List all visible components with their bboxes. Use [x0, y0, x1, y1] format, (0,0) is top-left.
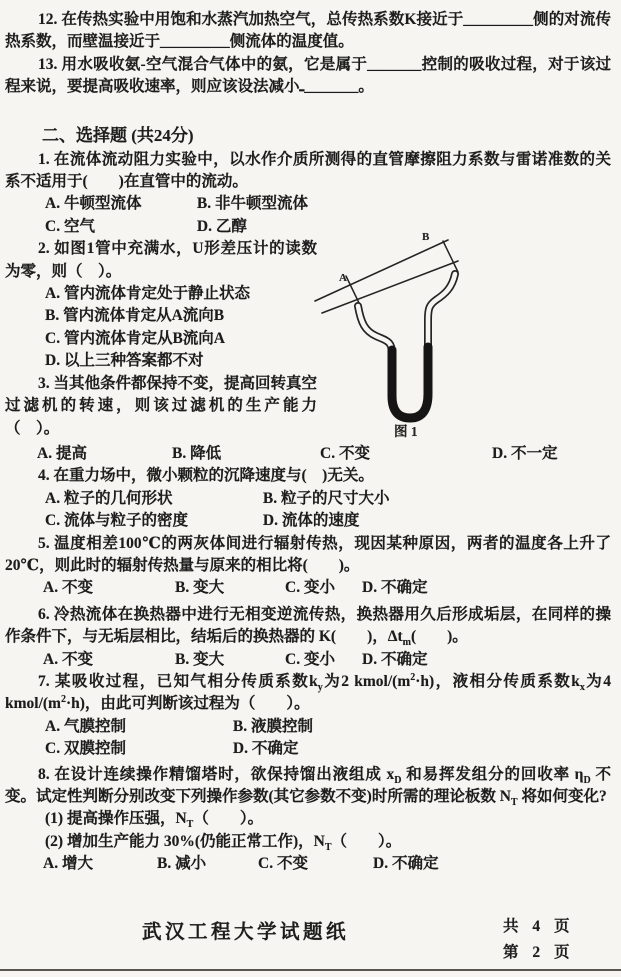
option-b: B. 变大	[175, 650, 225, 668]
page-footer	[0, 912, 621, 974]
left-tube-outline	[358, 306, 392, 359]
option-c: C. 变小	[285, 579, 335, 597]
question-1-options-row-1	[5, 193, 611, 215]
pipe-wall-upper-line	[315, 240, 448, 301]
question-2-option-c: C. 管内流体肯定从B流向A	[45, 329, 225, 347]
section-title: 二、选择题 (共24分)	[42, 125, 194, 145]
fill-question-12: 12. 在传热实验中用饱和水蒸汽加热空气，总传热系数K接近于_________侧的对流传热系数，而壁温接近于_________侧流体的温度值。	[5, 11, 611, 51]
option-b: B. 减小	[157, 855, 207, 873]
figure-caption: 图 1	[394, 424, 418, 439]
footer-school-name: 武汉工程大学试题纸	[142, 922, 350, 943]
option-a: A. 粒子的几何形状	[45, 489, 173, 507]
figure-1-u-tube-manometer	[312, 228, 480, 440]
question-4-options-row-1	[5, 488, 611, 510]
footer-current-page: 第 2 页	[503, 944, 575, 961]
question-2-option-b: B. 管内流体肯定从A流向B	[45, 307, 225, 325]
option-b: B. 液膜控制	[232, 717, 313, 735]
option-a: A. 提高	[37, 444, 87, 462]
question-4-options-row-2	[5, 510, 611, 532]
option-d: D. 不确定	[373, 855, 439, 873]
question-3-text: 3. 当其他条件都保持不变，提高回转真空过滤机的转速，则该过滤机的生产能力（ ）。	[5, 374, 318, 437]
question-6-text: 6. 冷热流体在换热器中进行无相变逆流传热，换热器用久后形成垢层，在同样的操作条件下，与无垢层相比，结垢后的换热器的 K( )，$\Delta t_m$( )。	[5, 605, 611, 649]
option-c: C. 流体与粒子的密度	[45, 512, 188, 530]
option-a: A. 牛顿型流体	[45, 195, 142, 213]
option-b: B. 变大	[175, 579, 225, 597]
question-7-options-row-2	[5, 738, 611, 760]
option-c: C. 不变	[320, 444, 370, 462]
pressure-tap-b-mark	[443, 241, 458, 272]
option-a: A. 不变	[43, 579, 93, 597]
question-1-text: 1. 在流体流动阻力实验中，以水作介质所测得的直管摩擦阻力系数与雷诺准数的关系不适用于( )在直管中的流动。	[5, 150, 611, 191]
question-8-text: 8. 在设计连续操作精馏塔时，欲保持馏出液组成 $x_D$ 和易挥发组分的回收率 $\eta_D$ 不变。试定性判断分别改变下列操作参数(其它参数不变)时所需的理论板数 $N_T$ 将如何变化?	[5, 765, 611, 809]
option-a: A. 增大	[43, 855, 93, 873]
option-b: B. 降低	[172, 444, 222, 462]
question-6-options	[5, 649, 611, 671]
pipe-label-a: A	[339, 272, 347, 284]
option-d: D. 不确定	[362, 650, 428, 668]
question-2-option-a: A. 管内流体肯定处于静止状态	[45, 285, 250, 303]
option-d: D. 流体的速度	[262, 512, 360, 530]
option-d: D. 不确定	[362, 579, 428, 597]
fill-question-13: 13. 用水吸收氨-空气混合气体中的氨，它是属于_______控制的吸收过程，对于该过程来说，要提高吸收速率，则应该设法减小ـ_______。	[5, 55, 611, 96]
option-c: C. 不变	[258, 855, 308, 873]
option-c: C. 双膜控制	[45, 740, 126, 758]
scan-bottom-edge-line	[0, 969, 621, 971]
question-2-text: 2. 如图1管中充满水，U形差压计的读数为零，则（ ）。	[5, 240, 317, 280]
mercury-column	[392, 347, 428, 418]
option-c: C. 空气	[45, 217, 95, 235]
option-c: C. 变小	[285, 650, 335, 668]
option-d: D. 乙醇	[196, 217, 247, 235]
question-8-subitem-1: (1) 提高操作压强，$N_T$（ ）。	[45, 810, 264, 831]
pipe-wall-lower-line	[322, 261, 458, 313]
option-a: A. 气膜控制	[45, 717, 126, 735]
question-8-subitem-2: (2) 增加生产能力 30%(仍能正常工作)，$N_T$（ ）。	[45, 832, 402, 853]
question-7-text: 7. 某吸收过程，已知气相分传质系数$k_y$为2 kmol/$(m^2\cdot h)$，液相分传质系数$k_x$为4 kmol/$(m^2\cdot h)$，由此可判断该过程为（ ）。	[5, 671, 611, 713]
question-3-options	[5, 443, 611, 465]
question-2-option-d: D. 以上三种答案都不对	[45, 352, 204, 370]
footer-page-info	[503, 914, 575, 966]
question-4-text: 4. 在重力场中，微小颗粒的沉降速度与( )无关。	[38, 467, 374, 485]
question-8-options	[5, 853, 611, 875]
option-d: D. 不一定	[492, 444, 558, 462]
option-d: D. 不确定	[232, 740, 299, 758]
footer-total-pages: 共 4 页	[503, 918, 575, 935]
pipe-label-b: B	[422, 231, 430, 243]
option-a: A. 不变	[43, 650, 93, 668]
option-b: B. 粒子的尺寸大小	[262, 489, 390, 507]
question-5-text: 5. 温度相差100℃的两灰体间进行辐射传热，现因某种原因，两者的温度各上升了20℃，则此时的辐射传热量与原来的相比将( )。	[5, 534, 611, 574]
question-5-options	[5, 577, 611, 599]
question-7-options-row-1	[5, 716, 611, 738]
option-b: B. 非牛顿型流体	[196, 195, 308, 213]
question-1-options-row-2	[5, 216, 611, 238]
